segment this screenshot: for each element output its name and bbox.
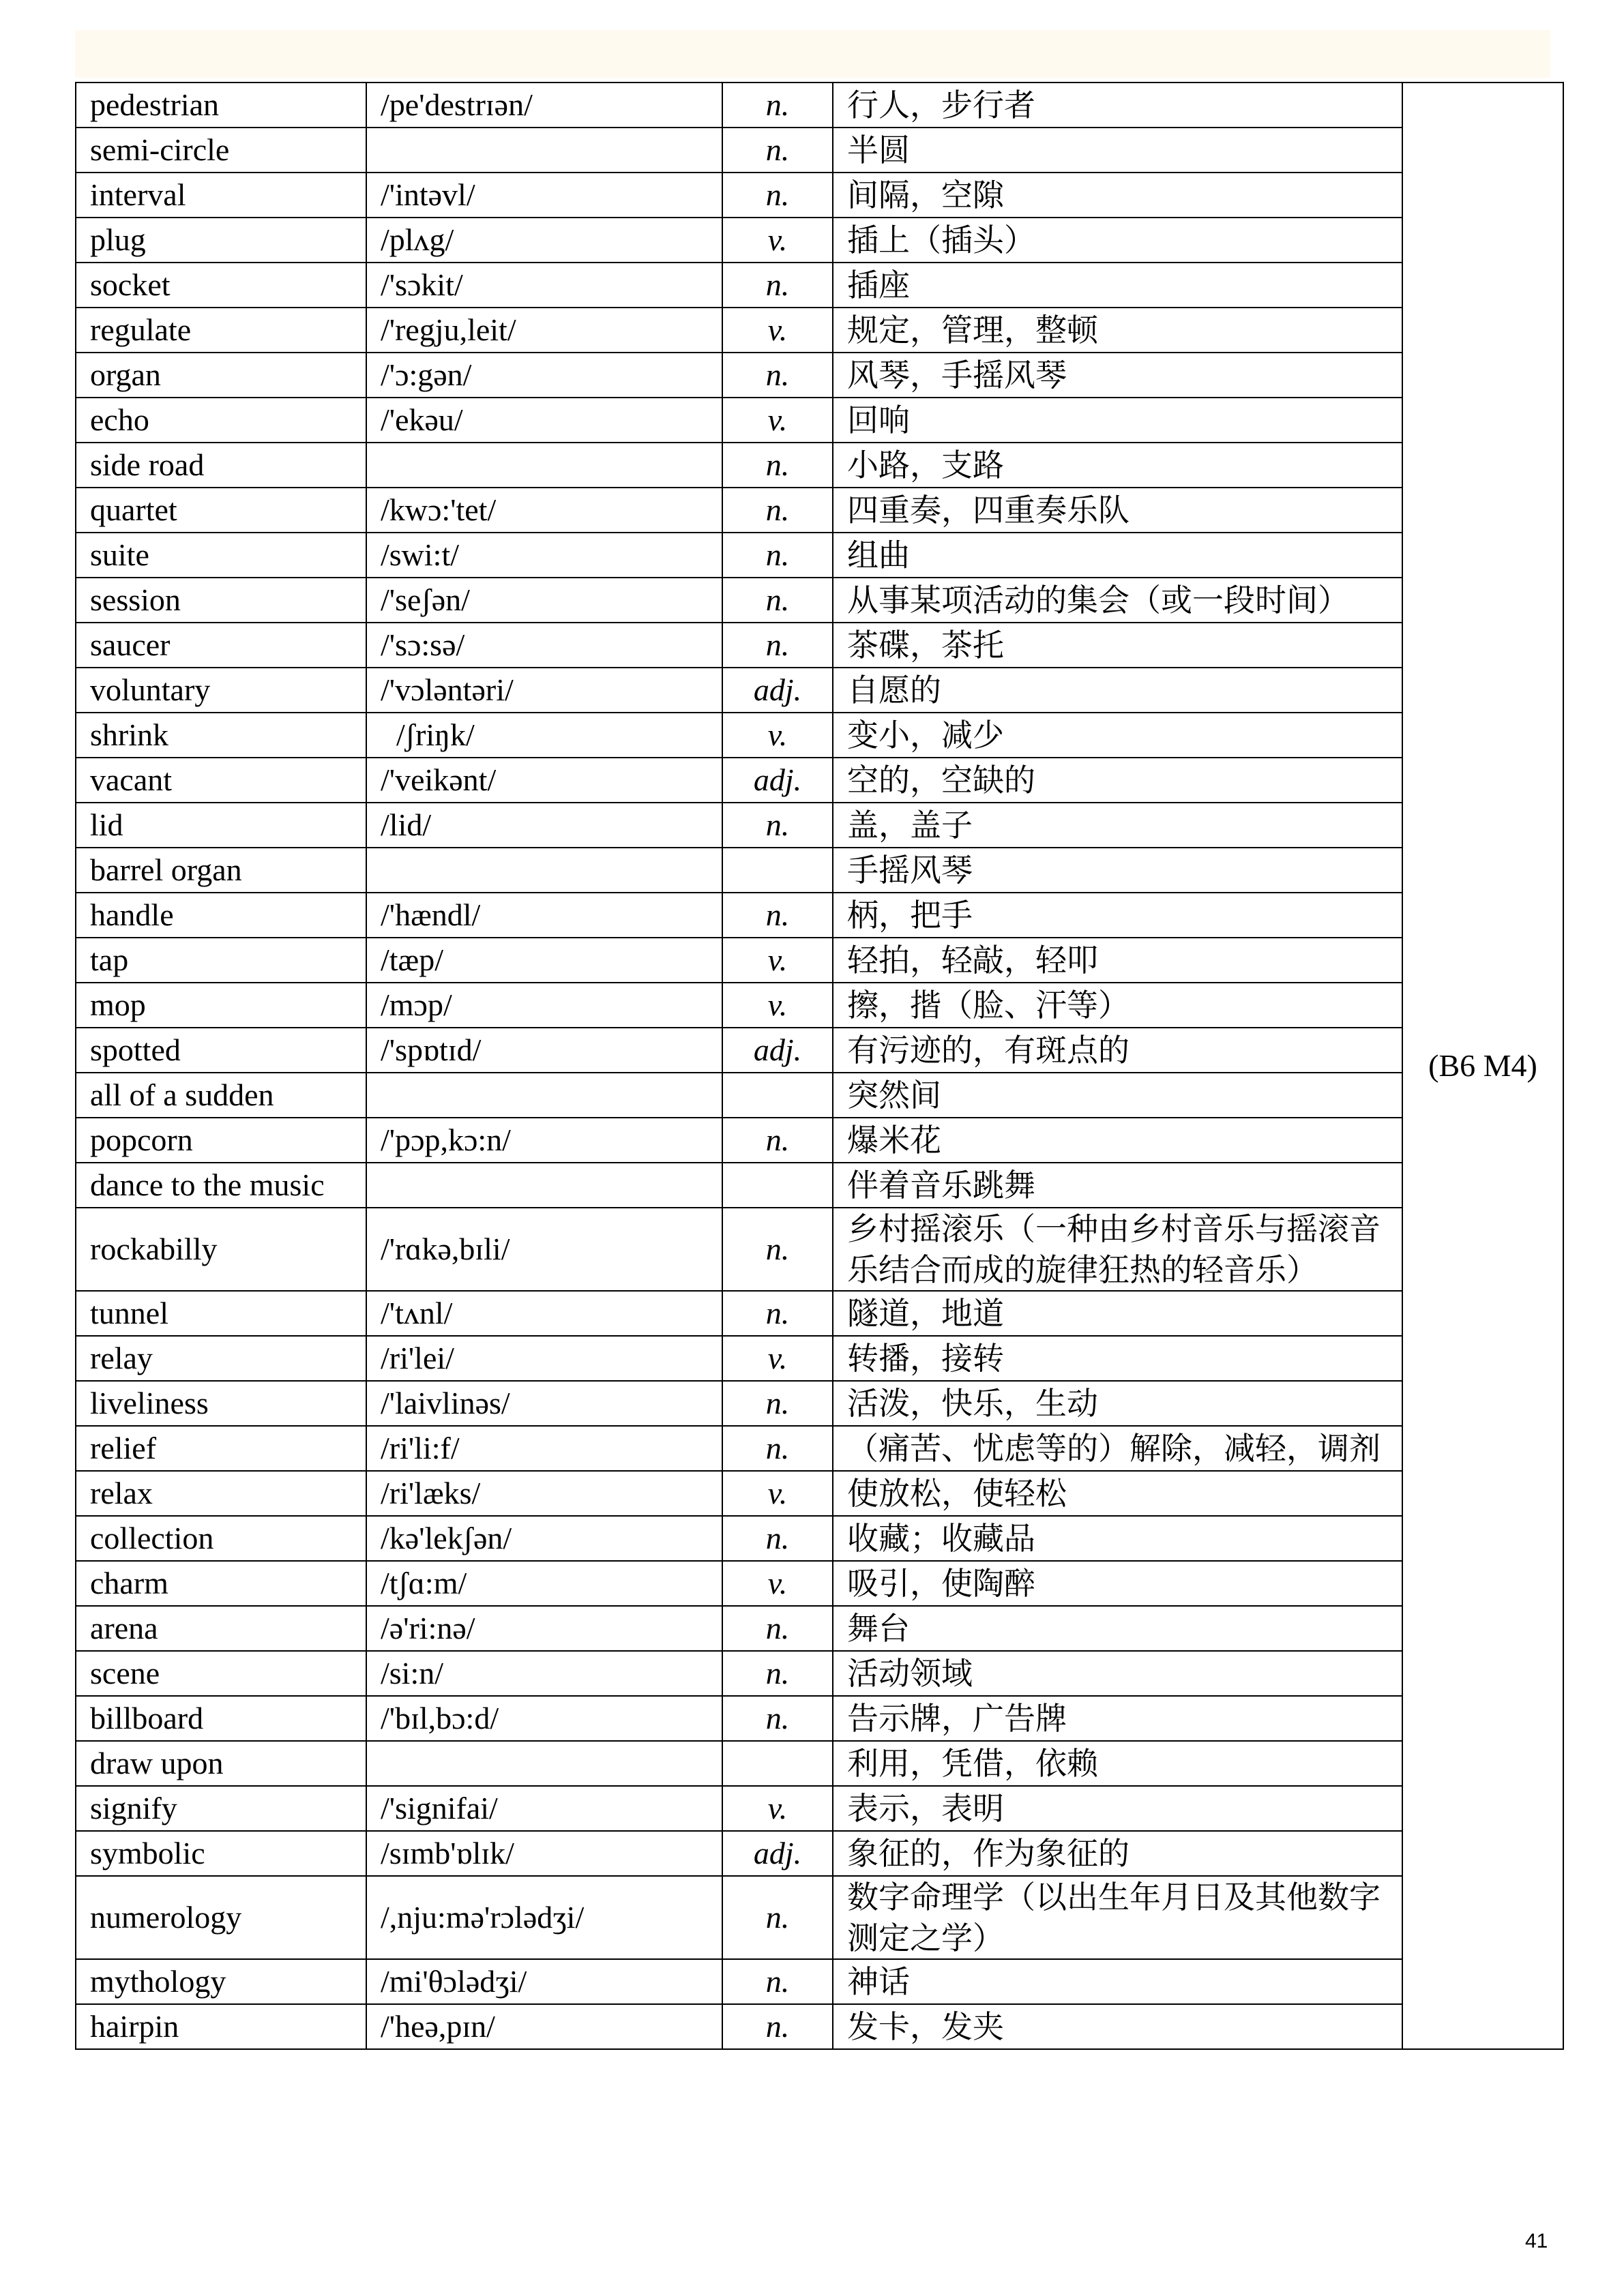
meaning-cell: 伴着音乐跳舞 xyxy=(833,1163,1402,1208)
part-of-speech-cell: v. xyxy=(722,308,833,353)
meaning-cell: 表示，表明 xyxy=(833,1786,1402,1831)
part-of-speech-cell: n. xyxy=(722,533,833,578)
word-cell: relief xyxy=(76,1426,366,1471)
part-of-speech-cell: n. xyxy=(722,128,833,173)
meaning-cell: 突然间 xyxy=(833,1073,1402,1118)
meaning-cell: 盖，盖子 xyxy=(833,803,1402,848)
phonetic-cell: /tæp/ xyxy=(366,938,722,983)
part-of-speech-cell: adj. xyxy=(722,758,833,803)
meaning-cell: 柄，把手 xyxy=(833,893,1402,938)
phonetic-cell: /swi:t/ xyxy=(366,533,722,578)
word-cell: liveliness xyxy=(76,1381,366,1426)
phonetic-cell xyxy=(366,128,722,173)
part-of-speech-cell xyxy=(722,1073,833,1118)
part-of-speech-cell: n. xyxy=(722,1959,833,2004)
part-of-speech-cell: v. xyxy=(722,218,833,263)
meaning-cell: 自愿的 xyxy=(833,668,1402,713)
table-row xyxy=(76,1876,1563,1959)
part-of-speech-cell: n. xyxy=(722,1516,833,1561)
phonetic-cell: /'sɔkit/ xyxy=(366,263,722,308)
word-cell: popcorn xyxy=(76,1118,366,1163)
table-row xyxy=(76,1651,1563,1696)
meaning-cell: 回响 xyxy=(833,398,1402,443)
phonetic-cell: /'heə,pɪn/ xyxy=(366,2004,722,2049)
part-of-speech-cell: n. xyxy=(722,263,833,308)
phonetic-cell xyxy=(366,443,722,488)
word-cell: arena xyxy=(76,1606,366,1651)
table-row xyxy=(76,533,1563,578)
word-cell: mop xyxy=(76,983,366,1028)
meaning-cell: 收藏；收藏品 xyxy=(833,1516,1402,1561)
meaning-cell: 隧道，地道 xyxy=(833,1291,1402,1336)
part-of-speech-cell: adj. xyxy=(722,1831,833,1876)
part-of-speech-cell: n. xyxy=(722,1426,833,1471)
phonetic-cell: /,nju:mə'rɔlədʒi/ xyxy=(366,1876,722,1959)
word-cell: relax xyxy=(76,1471,366,1516)
meaning-cell: 轻拍，轻敲，轻叩 xyxy=(833,938,1402,983)
part-of-speech-cell xyxy=(722,848,833,893)
word-cell: relay xyxy=(76,1336,366,1381)
part-of-speech-cell: v. xyxy=(722,1561,833,1606)
phonetic-cell: /'tʌnl/ xyxy=(366,1291,722,1336)
meaning-cell: 组曲 xyxy=(833,533,1402,578)
phonetic-cell: /'ekəu/ xyxy=(366,398,722,443)
phonetic-cell: /plʌg/ xyxy=(366,218,722,263)
meaning-cell: 有污迹的，有斑点的 xyxy=(833,1028,1402,1073)
table-row xyxy=(76,443,1563,488)
word-cell: collection xyxy=(76,1516,366,1561)
table-row xyxy=(76,1959,1563,2004)
meaning-cell: 使放松，使轻松 xyxy=(833,1471,1402,1516)
phonetic-cell: /ʃriŋk/ xyxy=(366,713,722,758)
part-of-speech-cell: v. xyxy=(722,1336,833,1381)
part-of-speech-cell xyxy=(722,1741,833,1786)
table-row xyxy=(76,2004,1563,2049)
part-of-speech-cell: n. xyxy=(722,443,833,488)
part-of-speech-cell: n. xyxy=(722,1696,833,1741)
meaning-cell: 转播，接转 xyxy=(833,1336,1402,1381)
word-cell: semi-circle xyxy=(76,128,366,173)
word-cell: regulate xyxy=(76,308,366,353)
word-cell: lid xyxy=(76,803,366,848)
table-row xyxy=(76,263,1563,308)
meaning-cell: 间隔，空隙 xyxy=(833,173,1402,218)
part-of-speech-cell: adj. xyxy=(722,668,833,713)
table-row xyxy=(76,1028,1563,1073)
word-cell: session xyxy=(76,578,366,623)
table-row xyxy=(76,308,1563,353)
table-row xyxy=(76,1336,1563,1381)
phonetic-cell: /si:n/ xyxy=(366,1651,722,1696)
word-cell: dance to the music xyxy=(76,1163,366,1208)
table-row xyxy=(76,758,1563,803)
part-of-speech-cell: n. xyxy=(722,1651,833,1696)
word-cell: charm xyxy=(76,1561,366,1606)
word-cell: handle xyxy=(76,893,366,938)
phonetic-cell: /tʃɑ:m/ xyxy=(366,1561,722,1606)
table-row xyxy=(76,938,1563,983)
word-cell: barrel organ xyxy=(76,848,366,893)
phonetic-cell: /ri'li:f/ xyxy=(366,1426,722,1471)
word-cell: signify xyxy=(76,1786,366,1831)
table-row xyxy=(76,713,1563,758)
phonetic-cell: /mi'θɔlədʒi/ xyxy=(366,1959,722,2004)
table-row xyxy=(76,353,1563,398)
table-row xyxy=(76,398,1563,443)
phonetic-cell: /ə'ri:nə/ xyxy=(366,1606,722,1651)
phonetic-cell: /sɪmb'ɒlɪk/ xyxy=(366,1831,722,1876)
table-row xyxy=(76,1426,1563,1471)
meaning-cell: 从事某项活动的集会（或一段时间） xyxy=(833,578,1402,623)
table-row xyxy=(76,1073,1563,1118)
header-band xyxy=(75,30,1550,78)
phonetic-cell: /'ɔ:gən/ xyxy=(366,353,722,398)
part-of-speech-cell: adj. xyxy=(722,1028,833,1073)
meaning-cell: 数字命理学（以出生年月日及其他数字测定之学） xyxy=(833,1876,1402,1959)
table-row xyxy=(76,1118,1563,1163)
phonetic-cell: /lid/ xyxy=(366,803,722,848)
phonetic-cell: /'regju,leit/ xyxy=(366,308,722,353)
meaning-cell: 茶碟，茶托 xyxy=(833,623,1402,668)
table-row xyxy=(76,218,1563,263)
table-row xyxy=(76,83,1563,128)
phonetic-cell xyxy=(366,1073,722,1118)
phonetic-cell: /kə'lekʃən/ xyxy=(366,1516,722,1561)
meaning-cell: 四重奏，四重奏乐队 xyxy=(833,488,1402,533)
word-cell: numerology xyxy=(76,1876,366,1959)
word-cell: billboard xyxy=(76,1696,366,1741)
phonetic-cell: /'veikənt/ xyxy=(366,758,722,803)
phonetic-cell xyxy=(366,1163,722,1208)
part-of-speech-cell: v. xyxy=(722,938,833,983)
word-cell: quartet xyxy=(76,488,366,533)
phonetic-cell: /'rɑkə,bɪli/ xyxy=(366,1208,722,1291)
meaning-cell: 告示牌，广告牌 xyxy=(833,1696,1402,1741)
part-of-speech-cell: v. xyxy=(722,1471,833,1516)
table-row xyxy=(76,623,1563,668)
table-row xyxy=(76,668,1563,713)
meaning-cell: 插上（插头） xyxy=(833,218,1402,263)
part-of-speech-cell: n. xyxy=(722,1208,833,1291)
meaning-cell: 乡村摇滚乐（一种由乡村音乐与摇滚音乐结合而成的旋律狂热的轻音乐） xyxy=(833,1208,1402,1291)
meaning-cell: 象征的，作为象征的 xyxy=(833,1831,1402,1876)
word-cell: suite xyxy=(76,533,366,578)
table-row xyxy=(76,1696,1563,1741)
part-of-speech-cell: n. xyxy=(722,803,833,848)
table-row xyxy=(76,1831,1563,1876)
table-row xyxy=(76,1163,1563,1208)
part-of-speech-cell: n. xyxy=(722,1606,833,1651)
part-of-speech-cell: n. xyxy=(722,1876,833,1959)
meaning-cell: 插座 xyxy=(833,263,1402,308)
word-cell: tunnel xyxy=(76,1291,366,1336)
phonetic-cell: /'pɔp,kɔ:n/ xyxy=(366,1118,722,1163)
part-of-speech-cell: n. xyxy=(722,623,833,668)
part-of-speech-cell: n. xyxy=(722,2004,833,2049)
table-row xyxy=(76,1381,1563,1426)
word-cell: interval xyxy=(76,173,366,218)
table-row xyxy=(76,1741,1563,1786)
part-of-speech-cell: v. xyxy=(722,398,833,443)
part-of-speech-cell: n. xyxy=(722,1118,833,1163)
book-module-note: (B6 M4) xyxy=(1402,83,1563,2049)
word-cell: scene xyxy=(76,1651,366,1696)
phonetic-cell: /'bɪl,bɔ:d/ xyxy=(366,1696,722,1741)
word-cell: shrink xyxy=(76,713,366,758)
phonetic-cell: /mɔp/ xyxy=(366,983,722,1028)
part-of-speech-cell: v. xyxy=(722,983,833,1028)
vocabulary-table xyxy=(75,82,1564,2050)
word-cell: hairpin xyxy=(76,2004,366,2049)
meaning-cell: 手摇风琴 xyxy=(833,848,1402,893)
part-of-speech-cell: v. xyxy=(722,1786,833,1831)
table-row xyxy=(76,1516,1563,1561)
table-row xyxy=(76,1471,1563,1516)
phonetic-cell: /'signifai/ xyxy=(366,1786,722,1831)
meaning-cell: 风琴，手摇风琴 xyxy=(833,353,1402,398)
word-cell: draw upon xyxy=(76,1741,366,1786)
table-row xyxy=(76,893,1563,938)
meaning-cell: （痛苦、忧虑等的）解除，减轻，调剂 xyxy=(833,1426,1402,1471)
word-cell: plug xyxy=(76,218,366,263)
meaning-cell: 爆米花 xyxy=(833,1118,1402,1163)
word-cell: voluntary xyxy=(76,668,366,713)
word-cell: tap xyxy=(76,938,366,983)
word-cell: vacant xyxy=(76,758,366,803)
part-of-speech-cell: n. xyxy=(722,173,833,218)
table-row xyxy=(76,983,1563,1028)
table-row xyxy=(76,1606,1563,1651)
meaning-cell: 利用，凭借，依赖 xyxy=(833,1741,1402,1786)
meaning-cell: 变小，减少 xyxy=(833,713,1402,758)
meaning-cell: 擦，揩（脸、汗等） xyxy=(833,983,1402,1028)
word-cell: saucer xyxy=(76,623,366,668)
table-row xyxy=(76,488,1563,533)
table-row xyxy=(76,1561,1563,1606)
part-of-speech-cell: n. xyxy=(722,353,833,398)
meaning-cell: 半圆 xyxy=(833,128,1402,173)
part-of-speech-cell: n. xyxy=(722,1381,833,1426)
part-of-speech-cell: n. xyxy=(722,1291,833,1336)
phonetic-cell: /'sɔ:sə/ xyxy=(366,623,722,668)
meaning-cell: 空的，空缺的 xyxy=(833,758,1402,803)
page-number: 41 xyxy=(1525,2230,1548,2252)
table-row xyxy=(76,1786,1563,1831)
table-row xyxy=(76,128,1563,173)
table-row xyxy=(76,803,1563,848)
word-cell: spotted xyxy=(76,1028,366,1073)
meaning-cell: 小路，支路 xyxy=(833,443,1402,488)
phonetic-cell: /'laivlinəs/ xyxy=(366,1381,722,1426)
part-of-speech-cell: n. xyxy=(722,578,833,623)
phonetic-cell: /'vɔləntəri/ xyxy=(366,668,722,713)
table-row xyxy=(76,578,1563,623)
phonetic-cell: /'hændl/ xyxy=(366,893,722,938)
phonetic-cell xyxy=(366,1741,722,1786)
meaning-cell: 神话 xyxy=(833,1959,1402,2004)
phonetic-cell: /kwɔ:'tet/ xyxy=(366,488,722,533)
phonetic-cell: /'spɒtɪd/ xyxy=(366,1028,722,1073)
part-of-speech-cell: n. xyxy=(722,488,833,533)
phonetic-cell: /'intəvl/ xyxy=(366,173,722,218)
table-row xyxy=(76,173,1563,218)
phonetic-cell: /'seʃən/ xyxy=(366,578,722,623)
part-of-speech-cell: n. xyxy=(722,83,833,128)
phonetic-cell: /pe'destrɪən/ xyxy=(366,83,722,128)
word-cell: echo xyxy=(76,398,366,443)
meaning-cell: 发卡，发夹 xyxy=(833,2004,1402,2049)
word-cell: mythology xyxy=(76,1959,366,2004)
phonetic-cell: /ri'læks/ xyxy=(366,1471,722,1516)
phonetic-cell xyxy=(366,848,722,893)
table-row xyxy=(76,1291,1563,1336)
part-of-speech-cell xyxy=(722,1163,833,1208)
phonetic-cell: /ri'lei/ xyxy=(366,1336,722,1381)
meaning-cell: 舞台 xyxy=(833,1606,1402,1651)
word-cell: organ xyxy=(76,353,366,398)
word-cell: pedestrian xyxy=(76,83,366,128)
word-cell: all of a sudden xyxy=(76,1073,366,1118)
part-of-speech-cell: n. xyxy=(722,893,833,938)
table-row xyxy=(76,1208,1563,1291)
meaning-cell: 活泼，快乐，生动 xyxy=(833,1381,1402,1426)
meaning-cell: 吸引，使陶醉 xyxy=(833,1561,1402,1606)
word-cell: symbolic xyxy=(76,1831,366,1876)
word-cell: side road xyxy=(76,443,366,488)
table-row xyxy=(76,848,1563,893)
part-of-speech-cell: v. xyxy=(722,713,833,758)
meaning-cell: 规定，管理，整顿 xyxy=(833,308,1402,353)
word-cell: socket xyxy=(76,263,366,308)
meaning-cell: 活动领域 xyxy=(833,1651,1402,1696)
word-cell: rockabilly xyxy=(76,1208,366,1291)
meaning-cell: 行人，步行者 xyxy=(833,83,1402,128)
